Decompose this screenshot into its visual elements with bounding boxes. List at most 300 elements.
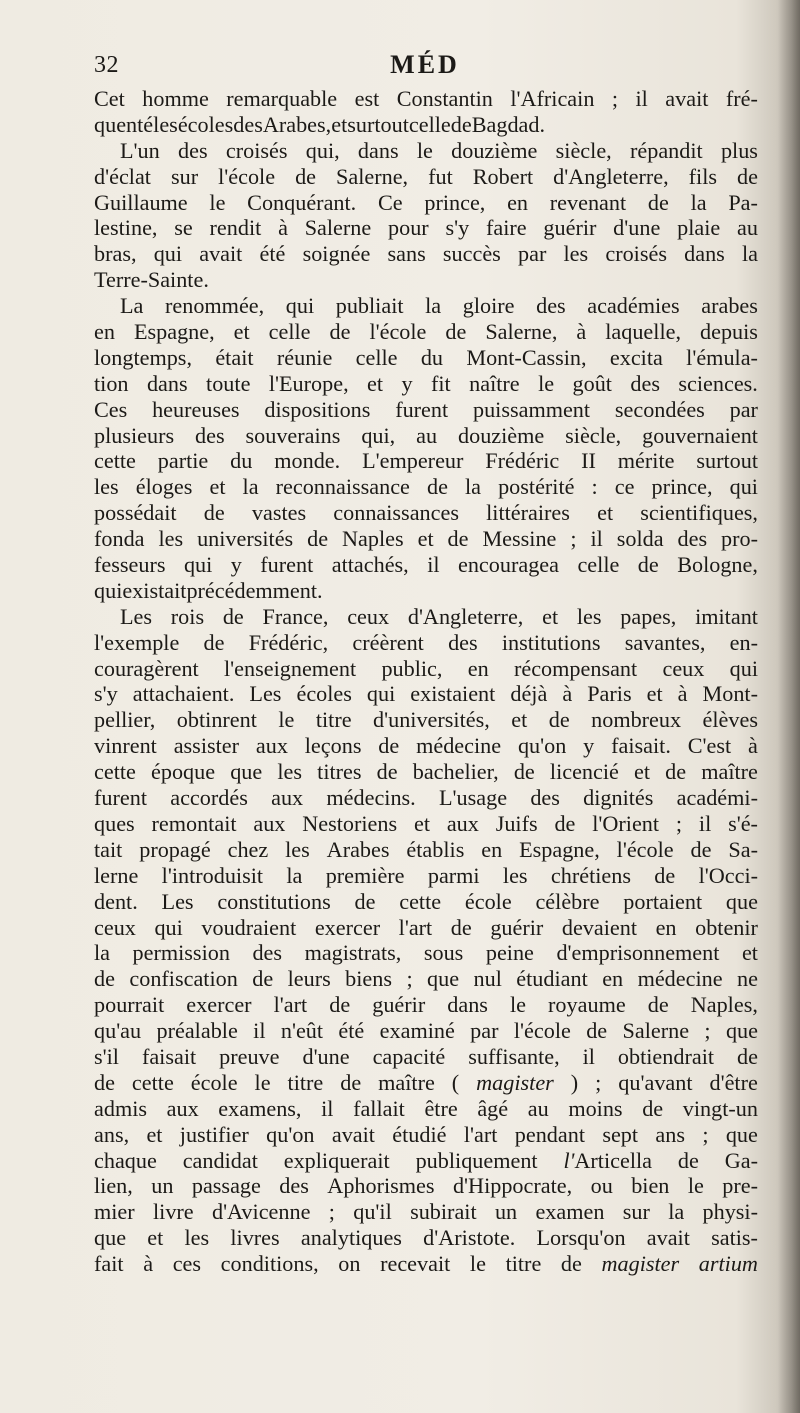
- word: des: [530, 785, 560, 811]
- word: passage: [191, 1173, 261, 1199]
- text-line: [94, 267, 758, 293]
- word: l'introduisit: [161, 862, 264, 888]
- word: d'Aristote.: [423, 1225, 516, 1251]
- word: l'école: [616, 836, 674, 862]
- word: en: [467, 655, 489, 681]
- text-line: [94, 966, 758, 992]
- word: papes,: [620, 603, 677, 629]
- word: titre: [315, 707, 352, 733]
- word: recevait: [380, 1251, 451, 1277]
- word: de: [554, 810, 576, 836]
- word: il: [635, 86, 648, 111]
- word: que: [725, 1121, 758, 1147]
- word: dans: [357, 137, 399, 163]
- word: II: [581, 448, 596, 474]
- word: de: [94, 966, 115, 992]
- word: (: [451, 1069, 460, 1095]
- word: tait: [94, 836, 123, 862]
- word: titre: [505, 1251, 542, 1277]
- word: prince,: [424, 189, 486, 215]
- word: et: [542, 603, 559, 629]
- word: l'art: [398, 914, 433, 940]
- word: de: [378, 733, 400, 759]
- word: analytiques: [300, 1225, 402, 1251]
- text-line: [94, 707, 758, 733]
- text-line: [94, 1070, 758, 1096]
- word: préalable: [156, 1018, 238, 1044]
- word: établis: [406, 836, 465, 862]
- text-line: [94, 837, 758, 863]
- text-line: [94, 1122, 758, 1148]
- word: L'un: [120, 137, 160, 163]
- text-line: [94, 190, 758, 216]
- text-line: [94, 656, 758, 682]
- word: de: [637, 552, 659, 578]
- text-line: [94, 86, 758, 112]
- word: prince,: [651, 474, 713, 500]
- word: qui: [366, 681, 396, 707]
- word: surtout: [347, 111, 409, 137]
- word: déjà: [510, 681, 548, 707]
- word: de: [354, 888, 376, 914]
- word: Robert: [472, 163, 534, 189]
- text-line: [94, 1173, 758, 1199]
- word: France,: [262, 603, 329, 629]
- word: de: [690, 836, 712, 862]
- word: homme: [142, 86, 209, 111]
- word: titres: [317, 759, 362, 785]
- word: par: [470, 1018, 499, 1044]
- word: Bologne,: [677, 552, 758, 578]
- word: tion: [94, 370, 129, 396]
- word: licencié: [549, 759, 619, 785]
- word: s'y: [94, 681, 118, 707]
- word: moins: [568, 1095, 623, 1121]
- word: surtout: [696, 448, 758, 474]
- word: toute: [206, 370, 251, 396]
- word: la: [741, 241, 758, 267]
- word: remarquable: [226, 86, 338, 111]
- word: aux: [446, 810, 479, 836]
- word: ;: [704, 1018, 711, 1044]
- word: précédemment.: [186, 577, 323, 603]
- word: faire: [485, 215, 527, 241]
- word: le: [687, 1173, 704, 1199]
- word: Naples: [342, 526, 404, 552]
- word: conditions,: [220, 1251, 319, 1277]
- word: plusieurs: [94, 422, 175, 448]
- word: cette: [94, 448, 136, 474]
- word: souverains: [245, 422, 341, 448]
- word: maître: [701, 759, 758, 785]
- word: artium: [698, 1251, 758, 1277]
- word: élèves: [702, 707, 758, 733]
- word: C'est: [687, 733, 732, 759]
- word: des: [252, 940, 283, 966]
- word: celle: [408, 111, 451, 137]
- word: pre-: [722, 1173, 758, 1199]
- word: être: [424, 1095, 458, 1121]
- word: aux: [253, 810, 286, 836]
- word: Pa-: [728, 189, 758, 215]
- word: de: [586, 1018, 608, 1044]
- word: Guillaume: [94, 189, 188, 215]
- word: et: [413, 810, 430, 836]
- word: d'éclat: [94, 163, 151, 189]
- word: assister: [173, 733, 240, 759]
- word: lien,: [94, 1173, 133, 1199]
- word: excita: [609, 344, 663, 370]
- word: gloire: [462, 293, 515, 319]
- word: Aphorismes: [327, 1173, 435, 1199]
- word: pendant: [514, 1121, 585, 1147]
- word: médecine: [637, 966, 723, 992]
- word: et: [209, 474, 226, 500]
- word: d'Angleterre,: [553, 163, 669, 189]
- word: l'Articella: [563, 1147, 653, 1173]
- text-line: [94, 371, 758, 397]
- word: les: [158, 526, 184, 552]
- text-line: [94, 604, 758, 630]
- word: avait: [199, 241, 243, 267]
- word: Les: [249, 681, 282, 707]
- word: et: [511, 707, 528, 733]
- word: siècle,: [555, 137, 612, 163]
- word: d'emprisonnement: [556, 940, 720, 966]
- word: qui: [94, 577, 123, 603]
- word: des: [279, 1173, 309, 1199]
- word: royaume: [548, 992, 626, 1018]
- word: époque: [151, 759, 216, 785]
- word: bras,: [94, 241, 137, 267]
- word: exercer: [186, 992, 252, 1018]
- word: aux: [166, 1095, 199, 1121]
- word: physi-: [702, 1199, 758, 1225]
- word: de: [548, 707, 570, 733]
- word: institutions: [501, 629, 601, 655]
- word: l'art: [463, 1121, 498, 1147]
- word: ans,: [94, 1121, 130, 1147]
- word: bien: [631, 1173, 670, 1199]
- word: les: [502, 862, 528, 888]
- word: au: [737, 215, 758, 241]
- text-line: [94, 474, 758, 500]
- word: qu'il: [353, 1199, 392, 1225]
- word: la: [465, 474, 482, 500]
- word: ): [570, 1069, 579, 1095]
- word: douzième: [458, 422, 545, 448]
- word: et: [146, 1121, 163, 1147]
- word: à: [278, 215, 288, 241]
- word: celle: [268, 319, 311, 345]
- text-line: [94, 138, 758, 164]
- word: et: [597, 500, 614, 526]
- word: propagé: [139, 836, 211, 862]
- word: permission: [132, 940, 230, 966]
- word: l'art: [273, 992, 308, 1018]
- word: médecine: [416, 733, 502, 759]
- word: Bagdad.: [471, 111, 546, 137]
- word: la: [242, 474, 259, 500]
- word: Lorsqu'on: [536, 1225, 626, 1251]
- word: puissamment: [472, 396, 591, 422]
- word: attachés,: [331, 552, 409, 578]
- word: leçons: [304, 733, 362, 759]
- word: imitant: [695, 603, 758, 629]
- word: le: [509, 992, 526, 1018]
- word: constitutions: [217, 888, 331, 914]
- word: académies: [587, 293, 680, 319]
- word: que: [230, 759, 263, 785]
- word: se: [174, 215, 193, 241]
- word: en: [94, 319, 115, 345]
- word: le: [538, 370, 555, 396]
- word: et: [634, 759, 651, 785]
- word: de: [647, 992, 669, 1018]
- word: ;: [406, 966, 413, 992]
- word: guérir: [490, 914, 544, 940]
- text-line: [94, 578, 758, 604]
- word: depuis: [700, 319, 758, 345]
- word: l'Orient: [592, 810, 660, 836]
- word: en: [655, 914, 677, 940]
- word: scientifiques,: [640, 500, 758, 526]
- word: revenant: [549, 189, 627, 215]
- word: vingt-un: [682, 1095, 758, 1121]
- text-line: [94, 681, 758, 707]
- word: Messine: [482, 526, 557, 552]
- word: savantes,: [624, 629, 706, 655]
- word: qui: [183, 552, 213, 578]
- text-line: [94, 241, 758, 267]
- word: Mont-: [702, 681, 758, 707]
- word: quenté: [94, 111, 154, 137]
- word: pourrait: [94, 992, 165, 1018]
- word: connaissances: [333, 500, 459, 526]
- word: qui: [729, 474, 758, 500]
- word: chaque: [94, 1147, 157, 1173]
- word: Terre-Sainte.: [94, 267, 209, 293]
- word: académi-: [676, 785, 758, 811]
- text-line: [94, 992, 758, 1018]
- word: :: [591, 474, 598, 500]
- word: on: [338, 1251, 361, 1277]
- word: de: [203, 629, 225, 655]
- word: d'Avicenne: [211, 1199, 311, 1225]
- word: lestine,: [94, 215, 158, 241]
- word: qui: [729, 655, 758, 681]
- word: titre: [287, 1069, 324, 1095]
- word: réunie: [276, 344, 333, 370]
- word: Cet: [94, 86, 125, 111]
- word: candidat: [182, 1147, 258, 1173]
- word: fait: [94, 1251, 124, 1277]
- word: remontait: [151, 810, 237, 836]
- word: n'eût: [280, 1018, 324, 1044]
- word: à: [562, 681, 573, 707]
- word: du: [420, 344, 444, 370]
- word: le: [469, 1251, 486, 1277]
- word: Ces: [94, 396, 128, 422]
- word: Nestoriens: [302, 810, 398, 836]
- word: la: [690, 189, 707, 215]
- word: l'école: [369, 319, 427, 345]
- word: et: [331, 111, 348, 137]
- word: ;: [570, 526, 577, 552]
- word: guérir: [372, 992, 426, 1018]
- word: l'émula-: [686, 344, 758, 370]
- word: suffisante,: [468, 1043, 560, 1069]
- word: écoles: [177, 111, 234, 137]
- word: la: [286, 862, 303, 888]
- word: d'universités,: [373, 707, 490, 733]
- word: portaient: [623, 888, 703, 914]
- word: Ga-: [724, 1147, 758, 1173]
- word: qui: [153, 241, 183, 267]
- word: subirait: [410, 1199, 477, 1225]
- word: avait: [331, 1121, 375, 1147]
- word: qu'au: [94, 1018, 142, 1044]
- word: Espagne,: [519, 836, 600, 862]
- word: les: [563, 241, 589, 267]
- word: répandit: [629, 137, 703, 163]
- word: de: [340, 1069, 362, 1095]
- word: Arabes,: [262, 111, 332, 137]
- word: l'école: [218, 163, 276, 189]
- word: l'enseignement: [224, 655, 357, 681]
- text-line: [94, 733, 758, 759]
- word: la: [668, 1199, 685, 1225]
- text-line: [94, 940, 758, 966]
- word: mérite: [617, 448, 675, 474]
- word: des: [630, 370, 660, 396]
- word: avait: [665, 86, 709, 111]
- word: de: [295, 163, 317, 189]
- word: ;: [595, 1069, 602, 1095]
- page-gutter-shadow: [778, 0, 800, 1413]
- word: la: [425, 293, 442, 319]
- word: Naples,: [690, 992, 758, 1018]
- word: Salerne,: [485, 319, 558, 345]
- word: à: [748, 733, 758, 759]
- word: pour: [388, 215, 429, 241]
- word: Frédéric: [485, 448, 560, 474]
- word: des: [677, 526, 708, 552]
- word: Les: [120, 603, 153, 629]
- word: le: [416, 137, 433, 163]
- word: de: [94, 1069, 115, 1095]
- word: étudiant: [516, 966, 588, 992]
- word: siècle,: [565, 422, 622, 448]
- text-line: [94, 293, 758, 319]
- text-line: [94, 1044, 758, 1070]
- text-line: [94, 915, 758, 941]
- word: de: [677, 1147, 699, 1173]
- word: leurs: [287, 966, 331, 992]
- word: dignités: [583, 785, 654, 811]
- word: ;: [702, 1121, 709, 1147]
- word: s'y: [445, 215, 470, 241]
- word: cette: [94, 759, 136, 785]
- word: des: [536, 293, 566, 319]
- word: par: [518, 241, 547, 267]
- text-line: [94, 1018, 758, 1044]
- word: justifier: [179, 1121, 249, 1147]
- word: les: [153, 111, 178, 137]
- word: qu'on: [266, 1121, 315, 1147]
- word: fré-: [725, 86, 758, 111]
- word: biens: [345, 966, 393, 992]
- word: les: [576, 603, 602, 629]
- text-line: [94, 164, 758, 190]
- text-line: [94, 423, 758, 449]
- word: chrétiens: [550, 862, 631, 888]
- word: maître: [378, 1069, 435, 1095]
- word: des: [233, 111, 263, 137]
- word: fit: [431, 370, 451, 396]
- word: littéraires: [486, 500, 570, 526]
- word: furent: [395, 396, 449, 422]
- word: du: [230, 448, 253, 474]
- word: été: [338, 1018, 365, 1044]
- word: aux: [271, 785, 304, 811]
- word: de: [737, 1043, 758, 1069]
- word: examens,: [218, 1095, 302, 1121]
- word: faisait.: [611, 733, 671, 759]
- word: confiscation: [129, 966, 238, 992]
- word: de: [560, 1251, 582, 1277]
- word: avait: [646, 1225, 690, 1251]
- word: ceux: [662, 655, 705, 681]
- word: monde.: [274, 448, 341, 474]
- text-line: [94, 630, 758, 656]
- word: renommée,: [165, 293, 265, 319]
- word: aux: [255, 733, 288, 759]
- word: créèrent: [352, 629, 424, 655]
- word: vastes: [251, 500, 307, 526]
- word: un: [151, 1173, 174, 1199]
- word: fils: [688, 163, 717, 189]
- word: qui,: [305, 137, 340, 163]
- word: y: [230, 552, 242, 578]
- word: de: [665, 759, 687, 785]
- word: était: [215, 344, 254, 370]
- word: célèbre: [535, 888, 600, 914]
- word: livre: [152, 1199, 194, 1225]
- word: en: [602, 966, 624, 992]
- word: de: [376, 759, 398, 785]
- text-line: [94, 345, 758, 371]
- body-text: [94, 86, 758, 1277]
- word: celle: [577, 552, 620, 578]
- word: mier: [94, 1199, 135, 1225]
- text-line: [94, 500, 758, 526]
- word: y: [401, 370, 413, 396]
- word: celle: [355, 344, 398, 370]
- word: magister: [476, 1069, 554, 1095]
- text-line: [94, 889, 758, 915]
- word: de: [450, 111, 472, 137]
- word: ne: [737, 966, 758, 992]
- word: le: [278, 707, 295, 733]
- word: et: [417, 526, 434, 552]
- text-line: [94, 319, 758, 345]
- word: plaie: [677, 215, 721, 241]
- word: examen: [535, 1199, 605, 1225]
- word: secondées: [614, 396, 705, 422]
- word: L'empereur: [362, 448, 464, 474]
- word: nombreux: [591, 707, 682, 733]
